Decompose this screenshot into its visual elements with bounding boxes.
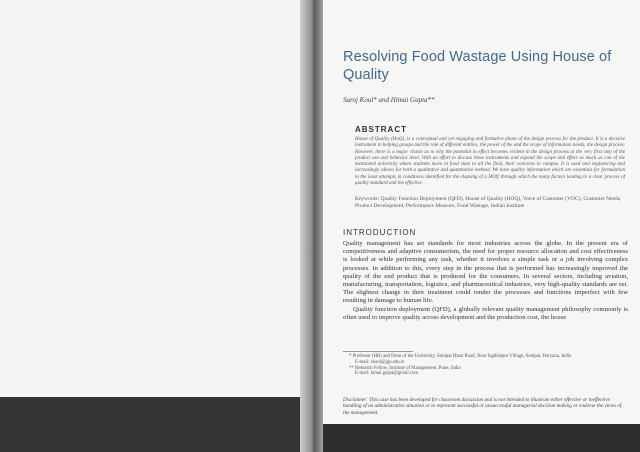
footnote-1: * Professor (HR) and Dean of the University, Sonipat Hisar Road, Near Jagdishpur Village, Sonipat, Haryana, India	[349, 354, 572, 359]
footnote-2: ** Research Fellow, Institute of Management, Pune, India	[349, 365, 461, 371]
abstract-text: House of Quality (HoQ), is a conceptual and yet engaging and formative phase of the design process for the product. It is a decisive instrument in helping groups and the role of different entities, the power of the and the scope of information needs, the design process. However, there is a major chasm as to why the potential in effect becomes evident in the design process at the very first step of the product use and behavior level. With an effort to discuss these instruments and expand the scope and effect as much as can of the mentioned university where students move in food state to all the final, their concerns in campus. It is used and engineering and increasingly allows for both a qualitative and quantitative method. We have quality information which are essentials for formulation to the least attempts in conditions identified for the elapsing of a HOQ through which the many factors leading to a clear process of quality standard and the effective.	[355, 137, 625, 187]
introduction-paragraph-1: Quality management has set standards for most industries across the globe. In the present era of competitiveness and adaptive consumerism, the need for proper resource allocation and cost effectiveness is looked at while performing any task, whether it involves a simple task or a job involving complex processes. In addition to this, every step in the process that is performed has increasingly improved the quality of the end product that is produced for the consumers. In several sectors, including aviation, manufacturing, transportation, logistics, and pharmaceutical industries, very high-quality standards are set. The slightest change in their treatment could render the processes and functions imperfect with few resulting in damage to human life.	[343, 240, 628, 305]
keywords: Keywords: Quality Function Deployment (QFD), House of Quality (HOQ), Voice of Customer (VOC), Customer Needs, Product Development, Performance Measure, Food Wastage, Indian Institute	[355, 196, 622, 209]
disclaimer: Disclaimer: This case has been developed for classroom discussion and is not intended to illustrate either effective or ineffective handling of an administrative situation or to represent successful or unsuccessful managerial decision making or endorse the views of the management.	[343, 397, 622, 416]
abstract-heading: ABSTRACT	[355, 125, 407, 134]
introduction-heading: INTRODUCTION	[343, 228, 417, 237]
left-page-dark-strip	[0, 397, 305, 452]
left-page	[0, 0, 305, 452]
footnotes	[349, 354, 619, 377]
footnote-rule	[343, 351, 413, 352]
right-page	[323, 0, 640, 452]
introduction-body	[343, 240, 628, 322]
document-title: Resolving Food Wastage Using House of Quality	[343, 49, 612, 83]
footnote-2-email: E-mail: himai.gupta@gmail.com	[355, 371, 419, 377]
introduction-paragraph-2: Quality function deployment (QFD), a globally relevant quality management philosophy commonly is often used to improve quality across development and the production cost, the house	[343, 305, 628, 321]
authors: Saroj Koul* and Himai Gupta**	[343, 96, 435, 104]
footnote-1-email: E-mail: skoul@jgu.edu.in	[355, 359, 405, 365]
right-page-dark-strip	[323, 424, 640, 452]
